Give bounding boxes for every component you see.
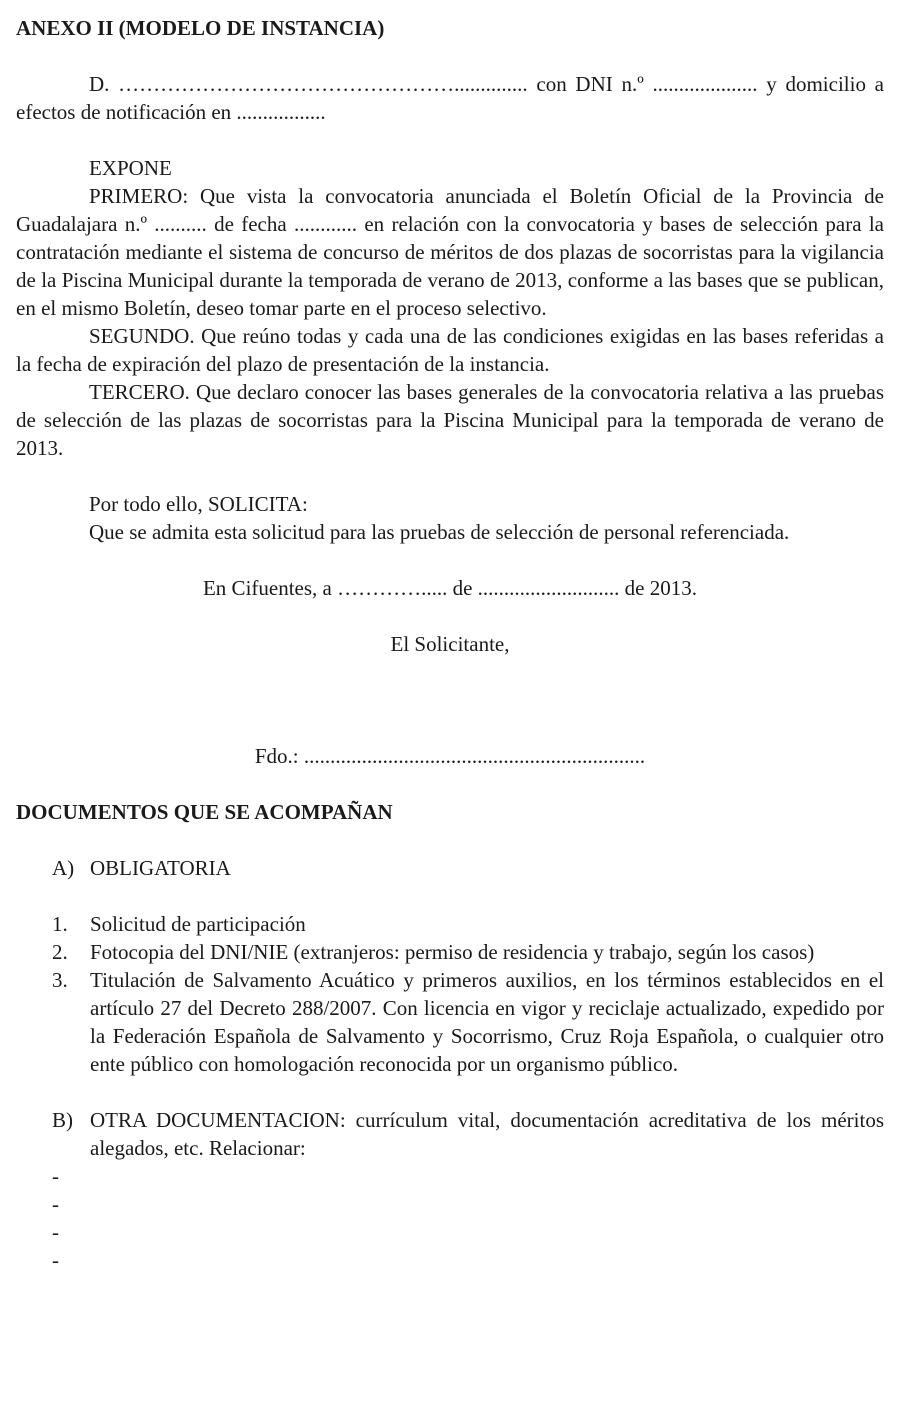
- documents-heading: DOCUMENTOS QUE SE ACOMPAÑAN: [16, 800, 393, 824]
- list-item-text: Solicitud de participación: [90, 912, 306, 936]
- section-b-label: OTRA DOCUMENTACION: currículum vital, documentación acreditativa de los méritos alegados, etc. Relacionar:: [90, 1108, 884, 1160]
- list-item-number: 3.: [52, 968, 68, 992]
- list-item-text: Fotocopia del DNI/NIE (extranjeros: permiso de residencia y trabajo, según los casos): [90, 940, 815, 964]
- section-a-label: OBLIGATORIA: [90, 856, 231, 880]
- section-a-marker: A): [52, 856, 75, 880]
- section-b-marker: B): [52, 1108, 73, 1132]
- signature-line: Fdo.: .................................................................: [254, 744, 646, 768]
- blank-entry-line: -: [52, 1164, 59, 1188]
- solicita-heading: Por todo ello, SOLICITA:: [89, 492, 308, 516]
- blank-entry-line: -: [52, 1248, 59, 1272]
- list-item: [16, 938, 884, 966]
- list-item-text: Titulación de Salvamento Acuático y primeros auxilios, en los términos establecidos en el artículo 27 del Decreto 288/2007. Con licencia en vigor y reciclaje actualizado, expedido por la Federación Española de Salvamento y Socorrismo, Cruz Roja Española, o cualquier otro ente público con homologación reconocida por un organismo público.: [90, 968, 884, 1076]
- segundo-paragraph: SEGUNDO. Que reúno todas y cada una de las condiciones exigidas en las bases referidas a la fecha de expiración del plazo de presentación de la instancia.: [16, 324, 884, 376]
- list-item: [16, 910, 884, 938]
- signer-label: El Solicitante,: [390, 632, 510, 656]
- section-a: [16, 854, 884, 882]
- document-page: [16, 14, 884, 1274]
- applicant-line: D. ………………………………………….............. con DNI n.º .................... y domicilio a efectos de notificación en .................: [16, 72, 884, 124]
- section-b: [16, 1106, 884, 1162]
- blank-entry-line: -: [52, 1192, 59, 1216]
- list-item-number: 1.: [52, 912, 68, 936]
- tercero-paragraph: TERCERO. Que declaro conocer las bases generales de la convocatoria relativa a las pruebas de selección de las plazas de socorristas para la Piscina Municipal para la temporada de verano de 2013.: [16, 380, 884, 460]
- blank-entry-line: -: [52, 1220, 59, 1244]
- primero-paragraph: PRIMERO: Que vista la convocatoria anunciada el Boletín Oficial de la Provincia de Guadalajara n.º .......... de fecha ............ en relación con la convocatoria y bases de selección para la contratación mediante el sistema de concurso de méritos de dos plazas de socorristas para la vigilancia de la Piscina Municipal durante la temporada de verano de 2013, conforme a las bases que se publican, en el mismo Boletín, deseo tomar parte en el proceso selectivo.: [16, 184, 884, 320]
- place-date-line: En Cifuentes, a …………..... de ........................... de 2013.: [202, 576, 698, 600]
- expone-heading: EXPONE: [89, 156, 172, 180]
- page-title: ANEXO II (MODELO DE INSTANCIA): [16, 16, 385, 40]
- list-item: [16, 966, 884, 1078]
- solicita-paragraph: Que se admita esta solicitud para las pruebas de selección de personal referenciada.: [89, 520, 790, 544]
- list-item-number: 2.: [52, 940, 68, 964]
